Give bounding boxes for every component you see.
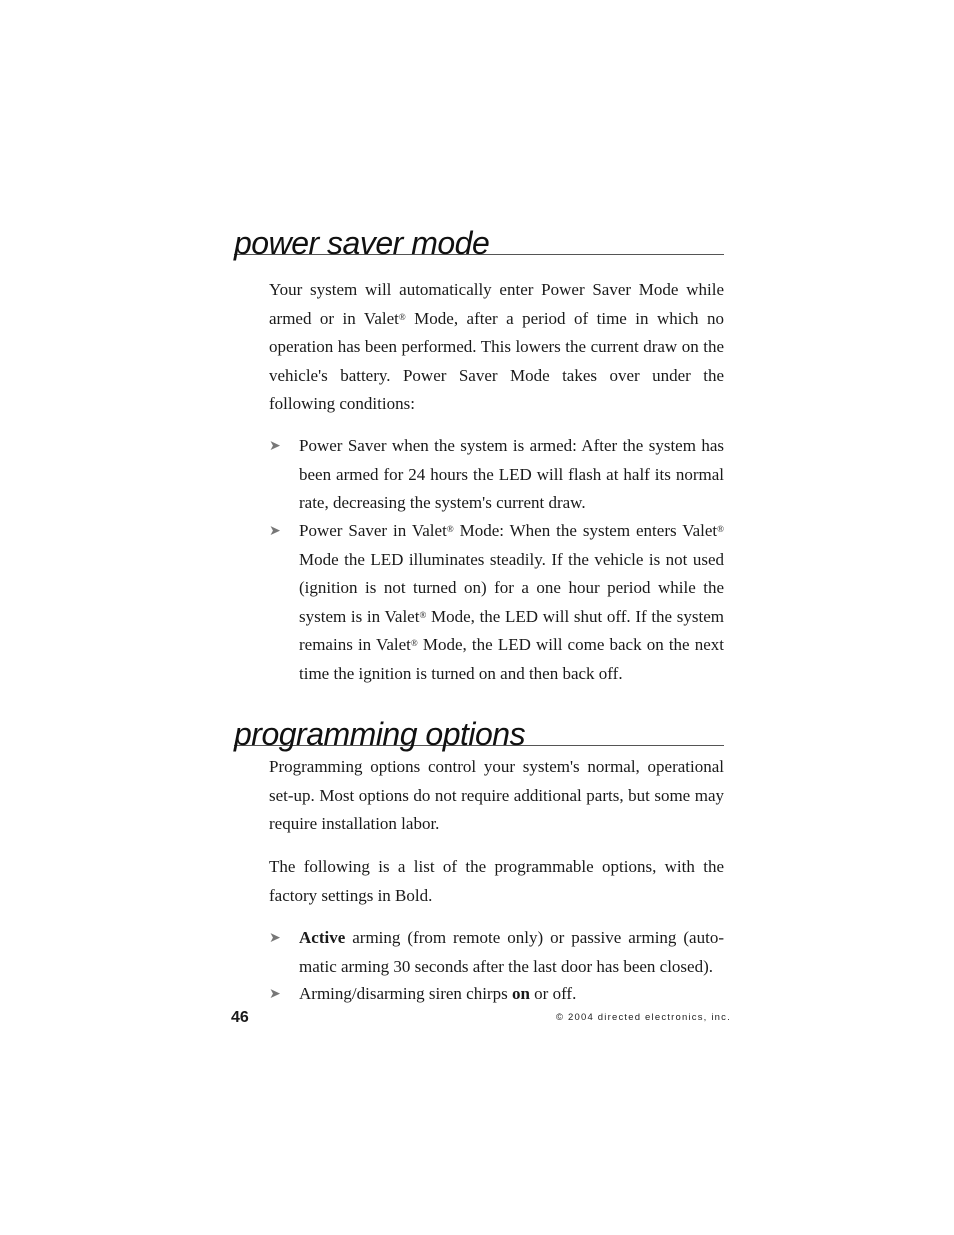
registered-mark: ® (717, 524, 724, 534)
arrow-bullet-icon: ➤ (269, 438, 281, 454)
arrow-bullet-icon: ➤ (269, 986, 281, 1002)
programming-list-intro: The following is a list of the programmable options, with the factory settings in Bold. (269, 857, 724, 905)
registered-mark: ® (410, 638, 418, 648)
bullet-text: Power Saver when the system is armed: After the system has been armed for 24 hours the LED will flash at half its normal rate, decreasing the system's current draw. (299, 436, 724, 512)
bullet-text: Active arming (from remote only) or passive arming (auto-matic arming 30 seconds after the last door has been closed). (299, 928, 724, 976)
list-item (269, 980, 724, 1009)
list-item (269, 432, 724, 518)
section-heading-programming (234, 711, 724, 752)
arrow-bullet-icon: ➤ (269, 930, 281, 946)
page-number: 46 (231, 1009, 249, 1026)
list-item (269, 517, 724, 688)
section-heading-power-saver (234, 220, 724, 261)
heading-text: power saver mode (234, 225, 490, 261)
list-item (269, 924, 724, 981)
registered-mark: ® (419, 609, 427, 620)
bullet-text: Arming/disarming siren chirps on or off. (299, 984, 577, 1003)
arrow-bullet-icon: ➤ (269, 523, 281, 539)
power-saver-intro: Your system will automatically enter Power Saver Mode while armed or in Valet® Mode, after a period of time in which no operation has been performed. This lowers the current draw on the vehicle's battery. Power Saver Mode takes over under the following conditions: (269, 280, 724, 413)
heading-text: programming options (234, 716, 526, 752)
bullet-text: Power Saver in Valet® Mode: When the system enters Valet® Mode the LED illuminates steadily. If the vehicle is not used (ignition is not turned on) for a one hour period while the system is in Valet® Mode, the LED will shut off. If the system remains in Valet® Mode, the LED will come back on the next time the ignition is turned on and then back off. (299, 521, 724, 683)
registered-mark: ® (398, 311, 406, 322)
programming-intro: Programming options control your system's normal, operational set-up. Most options do not require additional parts, but some may require installation labor. (269, 757, 724, 833)
copyright-notice: © 2004 directed electronics, inc. (556, 1012, 731, 1023)
registered-mark: ® (446, 524, 454, 534)
